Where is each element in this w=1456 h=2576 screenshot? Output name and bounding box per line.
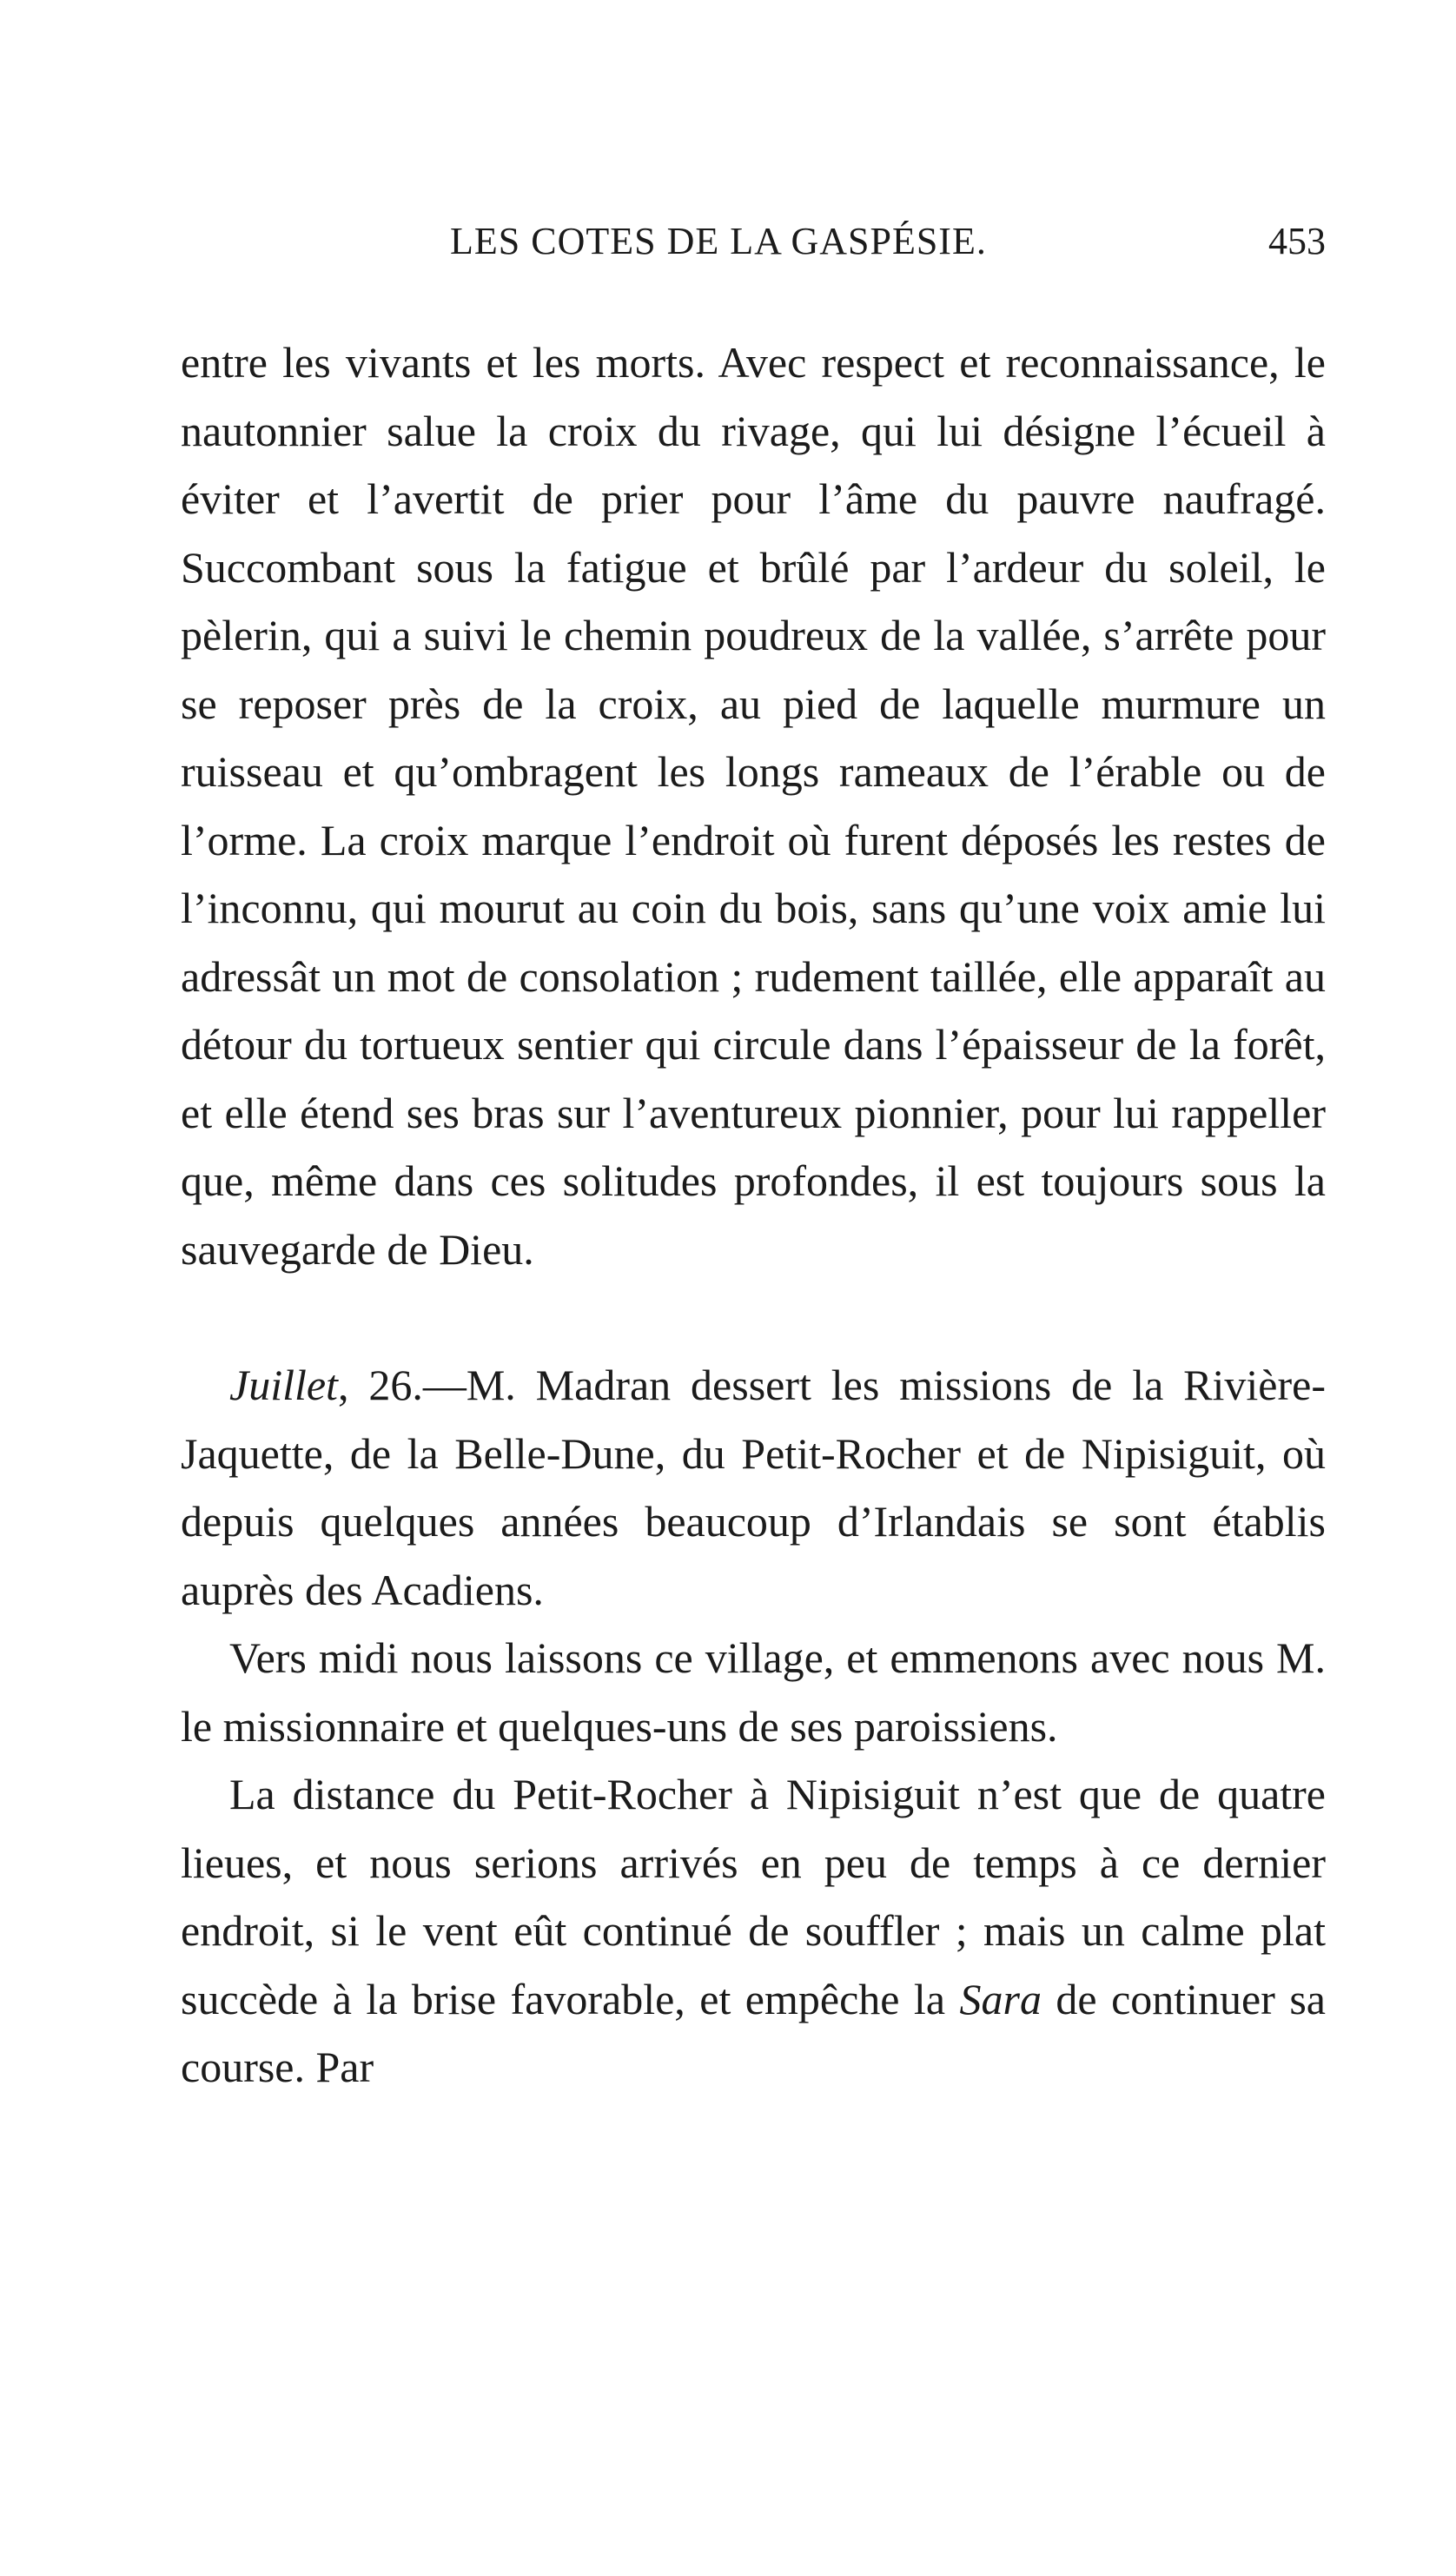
page-number: 453 [1268, 220, 1326, 262]
paragraph-text: Vers midi nous laissons ce village, et emmenons avec nous M. le missionnaire et quelques-uns de ses paroissiens. [181, 1633, 1326, 1751]
running-head [181, 219, 1326, 271]
paragraph-distance [181, 1760, 1326, 2102]
paragraph-continuation [181, 328, 1326, 1283]
paragraph-text: La distance du Petit-Rocher à Nipisiguit n’est que de quatre lieues, et nous serions arrivés en peu de temps à ce dernier endroit, si le vent eût continué de souffler ; mais un calme plat succède à la brise favorable, et empêche la [181, 1770, 1326, 2023]
body-text [181, 328, 1326, 2102]
running-title: LES COTES DE LA GASPÉSIE. [450, 220, 987, 262]
paragraph-juillet [181, 1351, 1326, 1624]
paragraph-text: entre les vivants et les morts. Avec respect et reconnaissance, le nautonnier salue la croix du rivage, qui lui désigne l’écueil à éviter et l’avertit de prier pour l’âme du pauvre naufragé. Succombant sous la fatigue et brûlé par l’ardeur du soleil, le pèlerin, qui a suivi le chemin poudreux de la vallée, s’arrête pour se reposer près de la croix, au pied de laquelle murmure un ruisseau et qu’ombragent les longs rameaux de l’érable ou de l’orme. La croix marque l’endroit où furent déposés les restes de l’inconnu, qui mourut au coin du bois, sans qu’une voix amie lui adressât un mot de consolation ; rudement taillée, elle apparaît au détour du tortueux sentier qui circule dans l’épaisseur de la forêt, et elle étend ses bras sur l’aventureux pionnier, pour lui rappeller que, même dans ces solitudes profondes, il est toujours sous la sauvegarde de Dieu. [181, 338, 1326, 1274]
date-entry: Juillet [229, 1361, 338, 1409]
paragraph-vers-midi [181, 1624, 1326, 1760]
ship-name: Sara [959, 1974, 1042, 2023]
paragraph-text: , 26.—M. Madran dessert les missions de la Rivière-Jaquette, de la Belle-Dune, du Petit-Rocher et de Nipisiguit, où depuis quelques années beaucoup d’Irlandais se sont établis auprès des Acadiens. [181, 1361, 1326, 1614]
paragraph-text: de continuer sa course. Par [181, 1974, 1326, 2091]
